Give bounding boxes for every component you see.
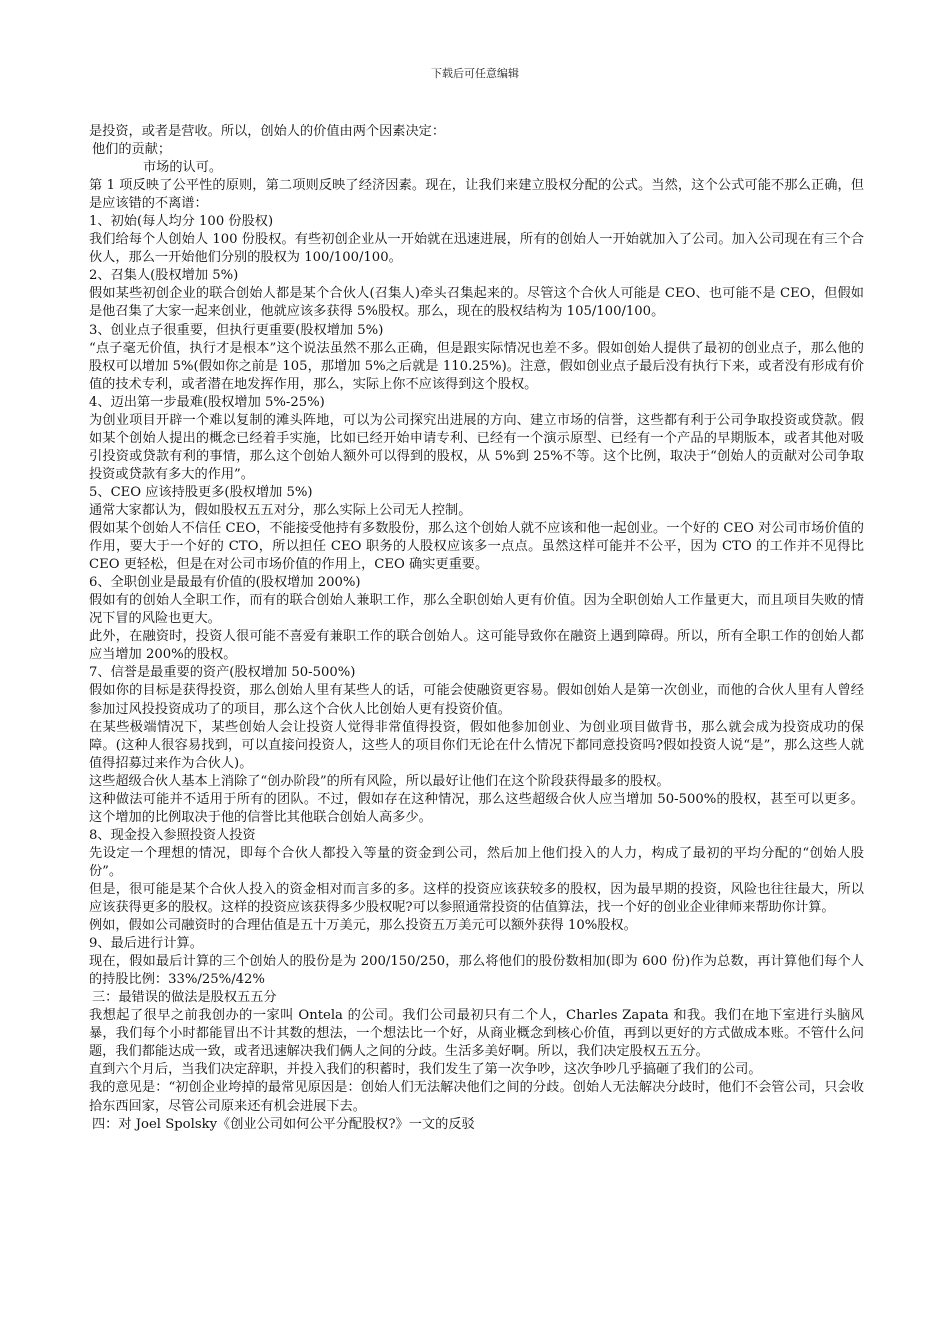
paragraph: 4、迈出第一步最难(股权增加 5%-25%): [89, 394, 325, 410]
paragraph: 我想起了很早之前我创办的一家叫 Ontela 的公司。我们公司最初只有二个人，Charles Zapata 和我。我们在地下室进行头脑风暴，我们每个小时都能冒出不计其数的想法，一个想法比一个好，从商业概念到核心价值，再到以更好的方式做成本账。不管什么问题，我们都能达成一致，或者迅速解决我们俩人之间的分歧。生活多美好啊。所以，我们决定股权五五分。: [89, 1008, 864, 1060]
paragraph: 但是，很可能是某个合伙人投入的资金相对而言多的多。这样的投资应该获较多的股权，因为最早期的投资，风险也往往最大，所以应该获得更多的股权。这样的投资应该获得多少股权呢?可以参照通常投资的估值算法，找一个好的创业企业律师来帮助你计算。: [89, 881, 864, 916]
paragraph: 假如你的目标是获得投资，那么创始人里有某些人的话，可能会使融资更容易。假如创始人是第一次创业，而他的合伙人里有人曾经参加过风投投资成功了的项目，那么这个合伙人比创始人更有投资价值。: [89, 683, 864, 717]
document-body: [89, 123, 864, 1134]
paragraph: 直到六个月后，当我们决定辞职，并投入我们的积蓄时，我们发生了第一次争吵，这次争吵几乎搞砸了我们的公司。: [89, 1062, 762, 1078]
paragraph: “点子毫无价值，执行才是根本”这个说法虽然不那么正确，但是跟实际情况也差不多。假如创始人提供了最初的创业点子，那么他的股权可以增加 5%(假如你之前是 105，那增加 5%之后就是 110.25%)。注意，假如创业点子最后没有执行下来，或者没有形成有价值的技术专利，或者潜在地发挥作用，那么，实际上你不应该得到这个股权。: [89, 340, 864, 392]
paragraph: 三：最错误的做法是股权五五分: [92, 990, 277, 1006]
paragraph: 四：对 Joel Spolsky《创业公司如何公平分配股权?》一文的反驳: [92, 1116, 475, 1132]
paragraph: 通常大家都认为，假如股权五五对分，那么实际上公司无人控制。: [89, 502, 472, 518]
paragraph: 市场的认可。: [143, 160, 223, 176]
paragraph: 他们的贡献；: [92, 142, 172, 158]
paragraph: 假如某个创始人不信任 CEO，不能接受他持有多数股份，那么这个创始人就不应该和他一起创业。一个好的 CEO 对公司市场价值的作用，要大于一个好的 CTO，所以担任 CEO 职务的人股权应该多一点点。虽然这样可能并不公平，因为 CTO 的工作并不见得比 CEO 更轻松，但是在对公司市场价值的作用上，CEO 确实更重要。: [89, 521, 864, 573]
paragraph: 例如，假如公司融资时的合理估值是五十万美元，那么投资五万美元可以额外获得 10%股权。: [89, 918, 637, 934]
paragraph: 此外，在融资时，投资人很可能不喜爱有兼职工作的联合创始人。这可能导致你在融资上遇到障碍。所以，所有全职工作的创始人都应当增加 200%的股权。: [89, 629, 864, 663]
page-header: 下载后可任意编辑: [431, 67, 519, 80]
paragraph: 2、召集人(股权增加 5%): [89, 268, 239, 284]
paragraph: 第 1 项反映了公平性的原则，第二项则反映了经济因素。现在，让我们来建立股权分配的公式。当然，这个公式可能不那么正确，但是应该错的不离谱：: [89, 178, 864, 212]
paragraph: 这些超级合伙人基本上消除了“创办阶段”的所有风险，所以最好让他们在这个阶段获得最多的股权。: [89, 773, 670, 789]
paragraph: 5、CEO 应该持股更多(股权增加 5%): [89, 484, 313, 500]
paragraph: 7、信誉是最重要的资产(股权增加 50-500%): [89, 665, 356, 681]
paragraph: 1、初始(每人均分 100 份股权): [89, 214, 274, 230]
paragraph: 我们给每个人创始人 100 份股权。有些初创企业从一开始就在迅速进展，所有的创始人一开始就加入了公司。加入公司现在有三个合伙人，那么一开始他们分别的股权为 100/100/100。: [89, 232, 864, 266]
paragraph: 假如某些初创企业的联合创始人都是某个合伙人(召集人)牵头召集起来的。尽管这个合伙人可能是 CEO、也可能不是 CEO，但假如是他召集了大家一起来创业，他就应该多获得 5%股权。那么，现在的股权结构为 105/100/100。: [89, 286, 864, 320]
paragraph: 6、全职创业是最最有价值的(股权增加 200%): [89, 575, 361, 591]
paragraph: 先设定一个理想的情况，即每个合伙人都投入等量的资金到公司，然后加上他们投入的人力，构成了最初的平均分配的“创始人股份”。: [89, 845, 864, 879]
paragraph: 在某些极端情况下，某些创始人会让投资人觉得非常值得投资，假如他参加创业、为创业项目做背书，那么就会成为投资成功的保障。(这种人很容易找到，可以直接问投资人，这些人的项目你们无论在什么情况下都同意投资吗?假如投资人说“是”，那么这些人就值得招募过来作为合伙人)。: [89, 719, 864, 771]
paragraph: 9、最后进行计算。: [89, 936, 203, 952]
paragraph: 现在，假如最后计算的三个创始人的股份是为 200/150/250，那么将他们的股份数相加(即为 600 份)作为总数，再计算他们每个人的持股比例：33%/25%/42%: [89, 954, 864, 988]
paragraph: 8、现金投入参照投资人投资: [89, 827, 256, 843]
paragraph: 我的意见是：“初创企业垮掉的最常见原因是：创始人们无法解决他们之间的分歧。创始人无法解决分歧时，他们不会管公司，只会收拾东西回家，尽管公司原来还有机会进展下去。: [89, 1080, 864, 1114]
paragraph: 3、创业点子很重要，但执行更重要(股权增加 5%): [89, 322, 384, 338]
paragraph: 假如有的创始人全职工作，而有的联合创始人兼职工作，那么全职创始人更有价值。因为全职创始人工作量更大，而且项目失败的情况下冒的风险也更大。: [89, 593, 864, 627]
paragraph: 为创业项目开辟一个难以复制的滩头阵地，可以为公司探究出进展的方向、建立市场的信誉，这些都有利于公司争取投资或贷款。假如某个创始人提出的概念已经着手实施，比如已经开始申请专利、已经有一个演示原型、已经有一个产品的早期版本，或者其他对吸引投资或贷款有利的事情，那么这个创始人额外可以得到的股权，从 5%到 25%不等。这个比例，取决于“创始人的贡献对公司争取投资或贷款有多大的作用”。: [89, 412, 864, 482]
paragraph: 这种做法可能并不适用于所有的团队。不过，假如存在这种情况，那么这些超级合伙人应当增加 50-500%的股权，甚至可以更多。这个增加的比例取决于他的信誉比其他联合创始人高多少。: [89, 791, 864, 825]
paragraph: 是投资，或者是营收。所以，创始人的价值由两个因素决定：: [89, 124, 446, 139]
